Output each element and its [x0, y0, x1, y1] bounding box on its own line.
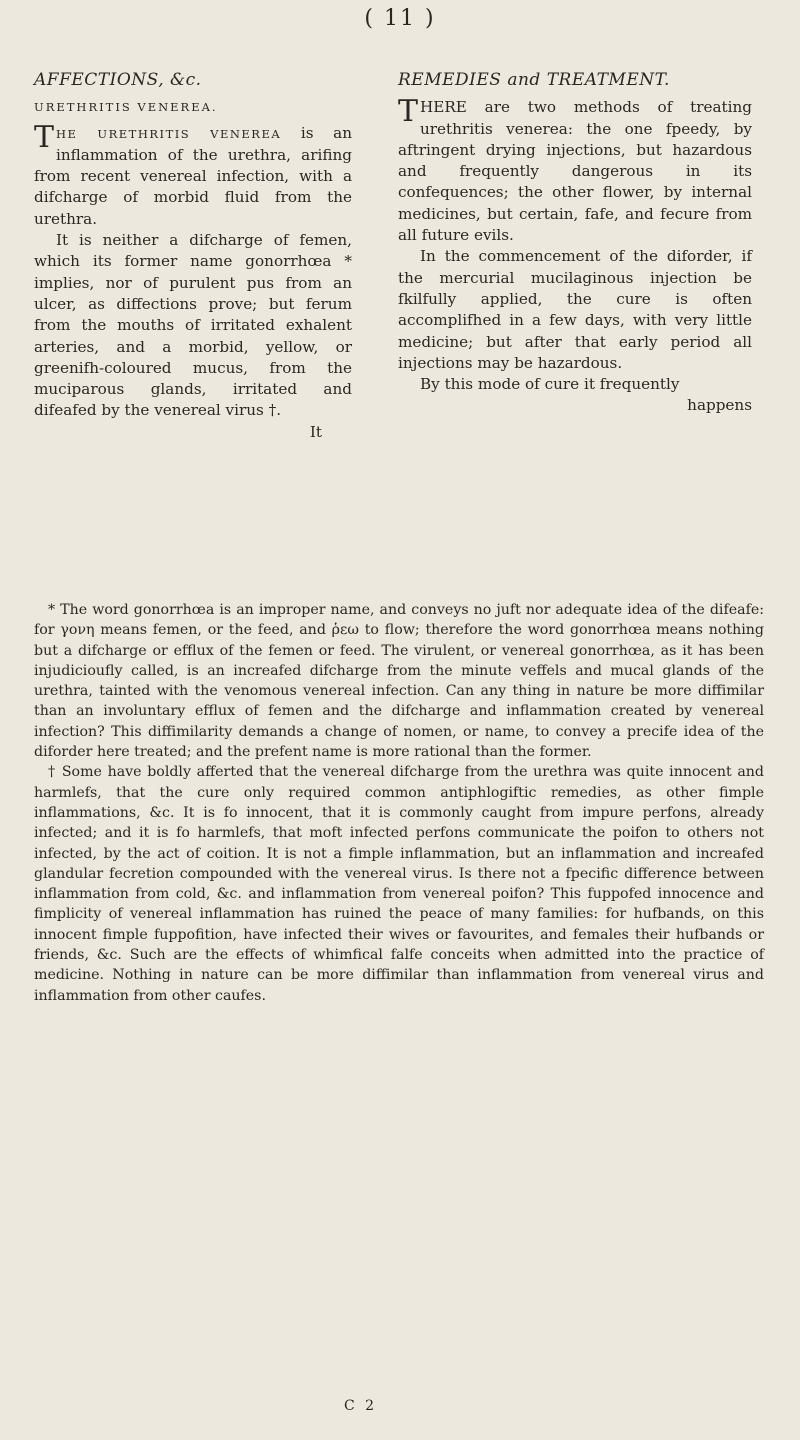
- drop-cap: T: [34, 119, 55, 155]
- left-paragraph-1-text: is an inflammation of the urethra, arifing from recent venereal infection, with a difcharge of morbid fluid from the urethra.: [34, 123, 352, 228]
- section-subtitle-urethritis: URETHRITIS VENEREA.: [34, 100, 218, 115]
- footnote-2: † Some have boldly afferted that the venereal difcharge from the urethra was quite innocent and harmlefs, that the cure only required common antiphlogiftic remedies, as other fimple inflammations, &c. It is fo innocent, that it is commonly caught from impure perfons, already infected; and it is fo harmlefs, that moft infected perfons communicate the poifon to others not infected, by the act of coition. It is not a fimple inflammation, but an inflammation and increafed glandular fecretion compounded with the venereal virus. Is there not a fpecific difference between inflammation from cold, &c. and inflammation from venereal poifon? This fuppofed innocence and fimplicity of venereal inflammation has ruined the peace of many families: for hufbands, on this innocent fimple fuppofition, have infected their wives or favourites, and females their hufbands or friends, &c. Such are the effects of whimfical falfe conceits when admitted into the practice of medicine. Nothing in nature can be more diffimilar than inflammation from venereal virus and inflammation from other caufes.: [34, 764, 764, 1004]
- left-paragraph-2: It is neither a difcharge of femen, which its former name gonorrhœa * implies, nor of purulent pus from an ulcer, as diffections prove; but ferum from the mouths of irritated exhalent arteries, and a morbid, yellow, or greenifh-coloured mucus, from the muciparous glands, irritated and difeafed by the venereal virus †.: [34, 231, 352, 420]
- small-caps-lead: HE URETHRITIS VENEREA: [56, 126, 282, 141]
- right-column: [398, 70, 752, 417]
- right-paragraph-2: In the commencement of the diforder, if the mercurial mucilaginous injection be fkilfully applied, the cure is often accomplifhed in a few days, with very little medicine; but after that early period all injections may be hazardous.: [398, 247, 752, 372]
- drop-cap: T: [398, 94, 419, 130]
- section-title-affections: AFFECTIONS, &c.: [34, 70, 202, 90]
- signature-mark: C 2: [344, 1398, 378, 1414]
- left-column: [34, 70, 352, 443]
- footnote-1: * The word gonorrhœa is an improper name, and conveys no juft nor adequate idea of the difeafe: for γονη means femen, or the feed, and ῥεω to flow; therefore the word gonorrhœa means nothing but a difcharge or efflux of the femen or feed. The virulent, or venereal gonorrhœa, as it has been injudicioufly called, is an increafed difcharge from the minute veffels and mucal glands of the urethra, tainted with the venomous venereal infection. Can any thing in nature be more diffimilar than an involuntary efflux of femen and the difcharge and inflammation created by venereal infection? This diffimilarity demands a change of nomen, or name, to convey a precife idea of the diforder here treated; and the prefent name is more rational than the former.: [34, 602, 764, 761]
- right-catchword: happens: [687, 396, 752, 415]
- left-paragraph-1: [34, 119, 352, 230]
- right-paragraph-3: By this mode of cure it frequently: [420, 375, 680, 394]
- page-number: ( 11 ): [364, 6, 436, 31]
- section-title-remedies: REMEDIES and TREATMENT.: [398, 70, 670, 90]
- right-paragraph-1-text: HERE are two methods of treating urethritis venerea: the one fpeedy, by aftringent drying injections, but hazardous and frequently dangerous in its confequences; the other flower, by internal medicines, but certain, fafe, and fecure from all future evils.: [398, 98, 752, 245]
- left-catchword: It: [309, 422, 322, 441]
- right-paragraph-1: [398, 94, 752, 246]
- footnotes: [34, 600, 764, 1006]
